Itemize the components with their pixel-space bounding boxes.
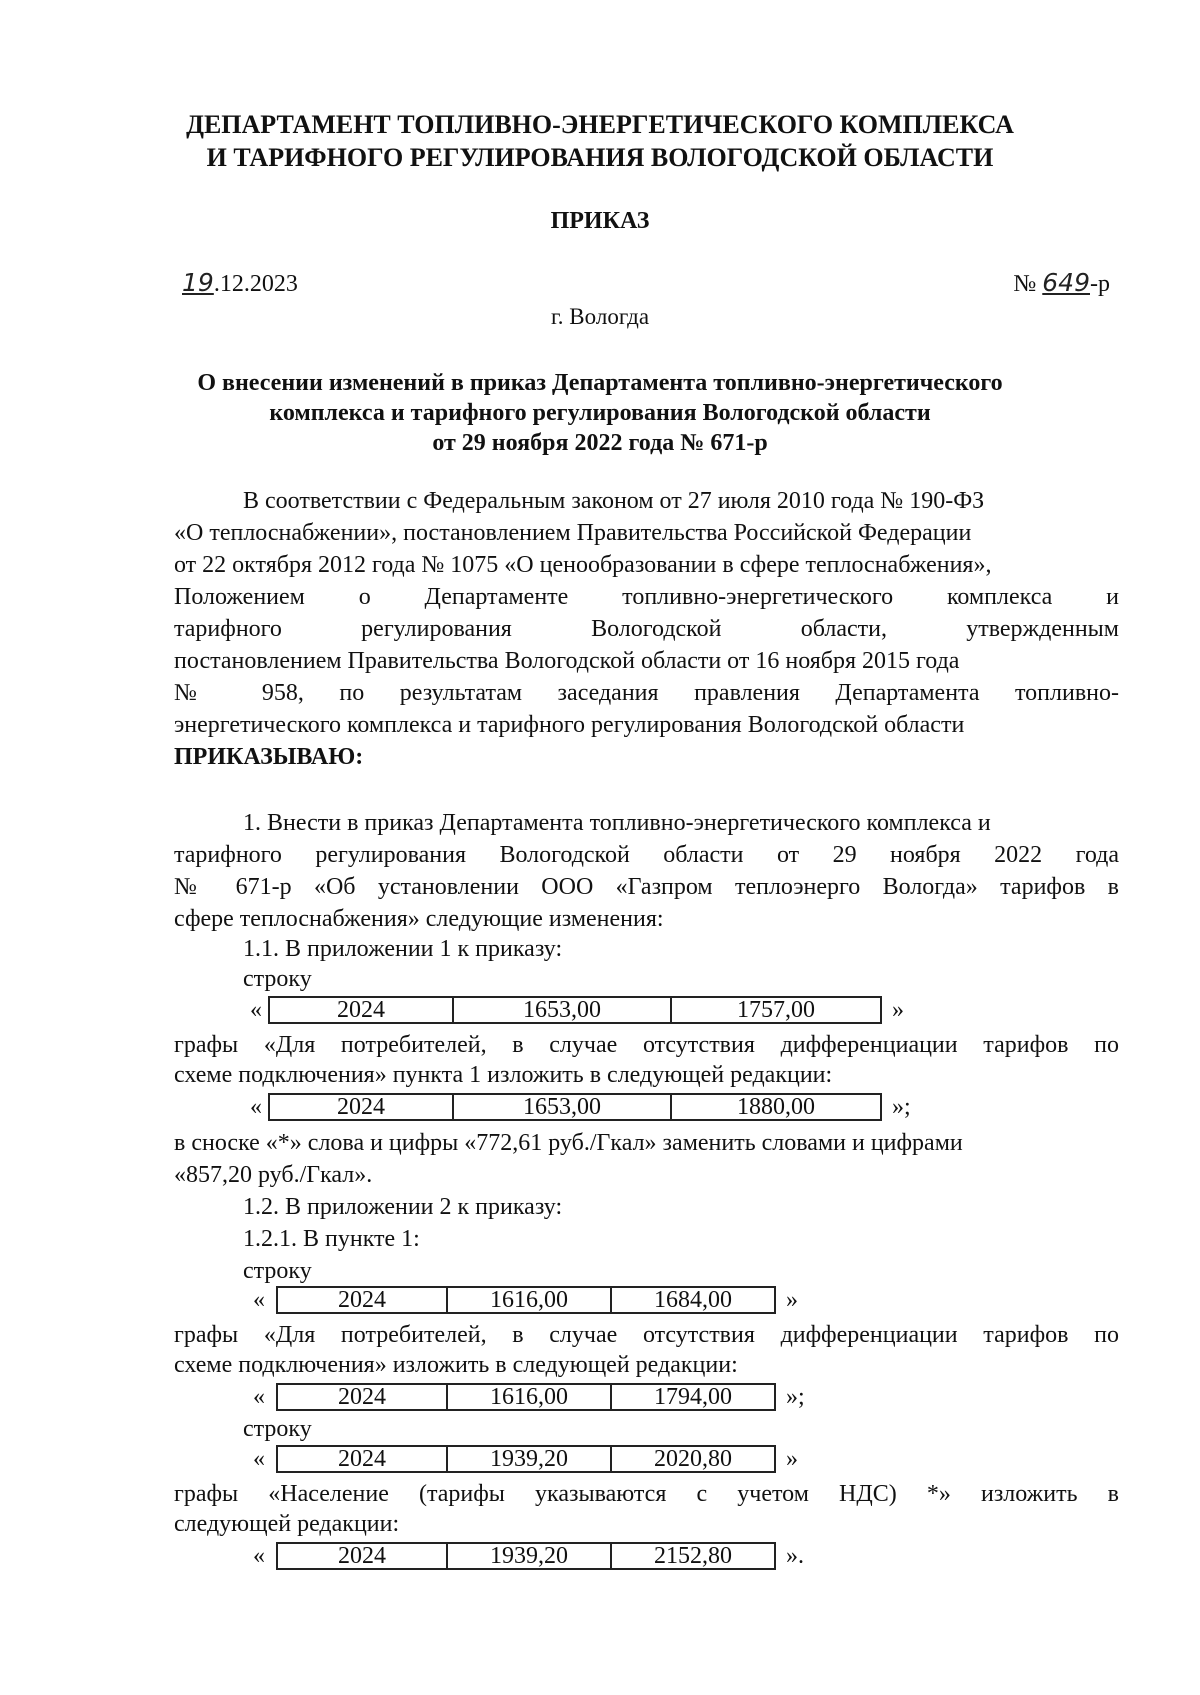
preamble-line: № 958, по результатам заседания правления Департамента топливно- — [174, 680, 1119, 706]
close-quote: »; — [786, 1384, 805, 1410]
tariff-row-table — [276, 1445, 776, 1473]
close-quote: » — [892, 997, 904, 1023]
open-quote: « — [253, 1384, 265, 1410]
open-quote: « — [253, 1543, 265, 1569]
subject-line3: от 29 ноября 2022 года № 671-р — [432, 430, 768, 456]
tariff-row-table — [276, 1542, 776, 1570]
table-cell-year: 2024 — [278, 1544, 448, 1568]
open-quote: « — [250, 997, 262, 1023]
subject-line2: комплекса и тарифного регулирования Вологодской области — [269, 400, 931, 426]
item1-line: 1. Внести в приказ Департамента топливно-энергетического комплекса и — [243, 810, 991, 836]
table-cell-year: 2024 — [278, 1385, 448, 1409]
table-cell-value: 1794,00 — [654, 1384, 732, 1410]
columns-line: графы «Для потребителей, в случае отсутствия дифференциации тарифов по — [174, 1322, 1119, 1348]
order-number — [1013, 268, 1110, 298]
order-subject — [0, 368, 1200, 458]
order-date — [182, 268, 298, 298]
table-cell-year: 2024 — [278, 1447, 448, 1471]
item1-line: тарифного регулирования Вологодской области от 29 ноября 2022 года — [174, 842, 1119, 868]
table-cell-value: 1653,00 — [454, 998, 672, 1022]
open-quote: « — [253, 1287, 265, 1313]
tariff-row-table — [268, 996, 882, 1024]
handwritten-day: 19 — [182, 268, 214, 297]
close-quote: » — [786, 1446, 798, 1472]
tariff-row-table — [268, 1093, 882, 1121]
table-cell-year: 2024 — [270, 1095, 454, 1119]
table-cell-value: 2020,80 — [654, 1446, 732, 1472]
table-cell-value: 1880,00 — [737, 1094, 815, 1120]
item1-line: сфере теплоснабжения» следующие изменения: — [174, 906, 664, 932]
tariff-row-table — [276, 1286, 776, 1314]
table-cell-value: 1616,00 — [448, 1288, 612, 1312]
table-cell-year: 2024 — [278, 1288, 448, 1312]
table-cell-value: 1616,00 — [448, 1385, 612, 1409]
columns-line: схеме подключения» пункта 1 изложить в следующей редакции: — [174, 1062, 833, 1088]
table-cell-value: 1939,20 — [448, 1447, 612, 1471]
handwritten-number: 649 — [1042, 268, 1090, 297]
number-suffix: -р — [1090, 271, 1110, 297]
table-cell-value: 2152,80 — [654, 1543, 732, 1569]
preamble-line: постановлением Правительства Вологодской области от 16 ноября 2015 года — [174, 648, 960, 674]
close-quote: » — [786, 1287, 798, 1313]
preamble-line: энергетического комплекса и тарифного регулирования Вологодской области — [174, 712, 965, 738]
preamble-line: «О теплоснабжении», постановлением Правительства Российской Федерации — [174, 520, 972, 546]
footnote-line: «857,20 руб./Гкал». — [174, 1162, 373, 1188]
department-title-line1: ДЕПАРТАМЕНТ ТОПЛИВНО-ЭНЕРГЕТИЧЕСКОГО КОМПЛЕКСА — [186, 110, 1014, 139]
table-cell-value: 1653,00 — [454, 1095, 672, 1119]
item1-2-1-heading: 1.2.1. В пункте 1: — [243, 1226, 420, 1252]
item1-line: № 671-р «Об установлении ООО «Газпром теплоэнерго Вологда» тарифов в — [174, 874, 1119, 900]
open-quote: « — [253, 1446, 265, 1472]
tariff-row-table — [276, 1383, 776, 1411]
item1-2-heading: 1.2. В приложении 2 к приказу: — [243, 1194, 563, 1220]
table-cell-year: 2024 — [270, 998, 454, 1022]
department-title-line2: И ТАРИФНОГО РЕГУЛИРОВАНИЯ ВОЛОГОДСКОЙ ОБЛАСТИ — [206, 143, 994, 172]
columns-line: схеме подключения» изложить в следующей редакции: — [174, 1352, 738, 1378]
table-cell-value: 1757,00 — [737, 997, 815, 1023]
preamble-line: В соответствии с Федеральным законом от 27 июля 2010 года № 190-ФЗ — [243, 488, 985, 514]
preamble-line: от 22 октября 2012 года № 1075 «О ценообразовании в сфере теплоснабжения», — [174, 552, 992, 578]
columns-line: графы «Для потребителей, в случае отсутствия дифференциации тарифов по — [174, 1032, 1119, 1058]
item1-1-heading: 1.1. В приложении 1 к приказу: — [243, 936, 563, 962]
decree-word: ПРИКАЗЫВАЮ: — [174, 744, 364, 770]
close-quote: ». — [786, 1543, 804, 1569]
footnote-line: в сноске «*» слова и цифры «772,61 руб./Гкал» заменить словами и цифрами — [174, 1130, 963, 1156]
city-name: г. Вологда — [550, 304, 650, 329]
subject-line1: О внесении изменений в приказ Департамента топливно-энергетического — [197, 370, 1003, 396]
table-cell-value: 1684,00 — [654, 1287, 732, 1313]
preamble-line: Положением о Департаменте топливно-энергетического комплекса и — [174, 584, 1119, 610]
open-quote: « — [250, 1094, 262, 1120]
close-quote: »; — [892, 1094, 911, 1120]
preamble-line: тарифного регулирования Вологодской области, утвержденным — [174, 616, 1119, 642]
columns-line: следующей редакции: — [174, 1511, 400, 1537]
printed-date: .12.2023 — [213, 271, 298, 297]
row-word: строку — [243, 1258, 312, 1284]
row-word: строку — [243, 966, 312, 992]
columns-line: графы «Население (тарифы указываются с учетом НДС) *» изложить в — [174, 1481, 1119, 1507]
department-title — [0, 108, 1200, 174]
order-heading: ПРИКАЗ — [550, 208, 650, 234]
table-cell-value: 1939,20 — [448, 1544, 612, 1568]
row-word: строку — [243, 1416, 312, 1442]
number-prefix: № — [1013, 271, 1043, 297]
